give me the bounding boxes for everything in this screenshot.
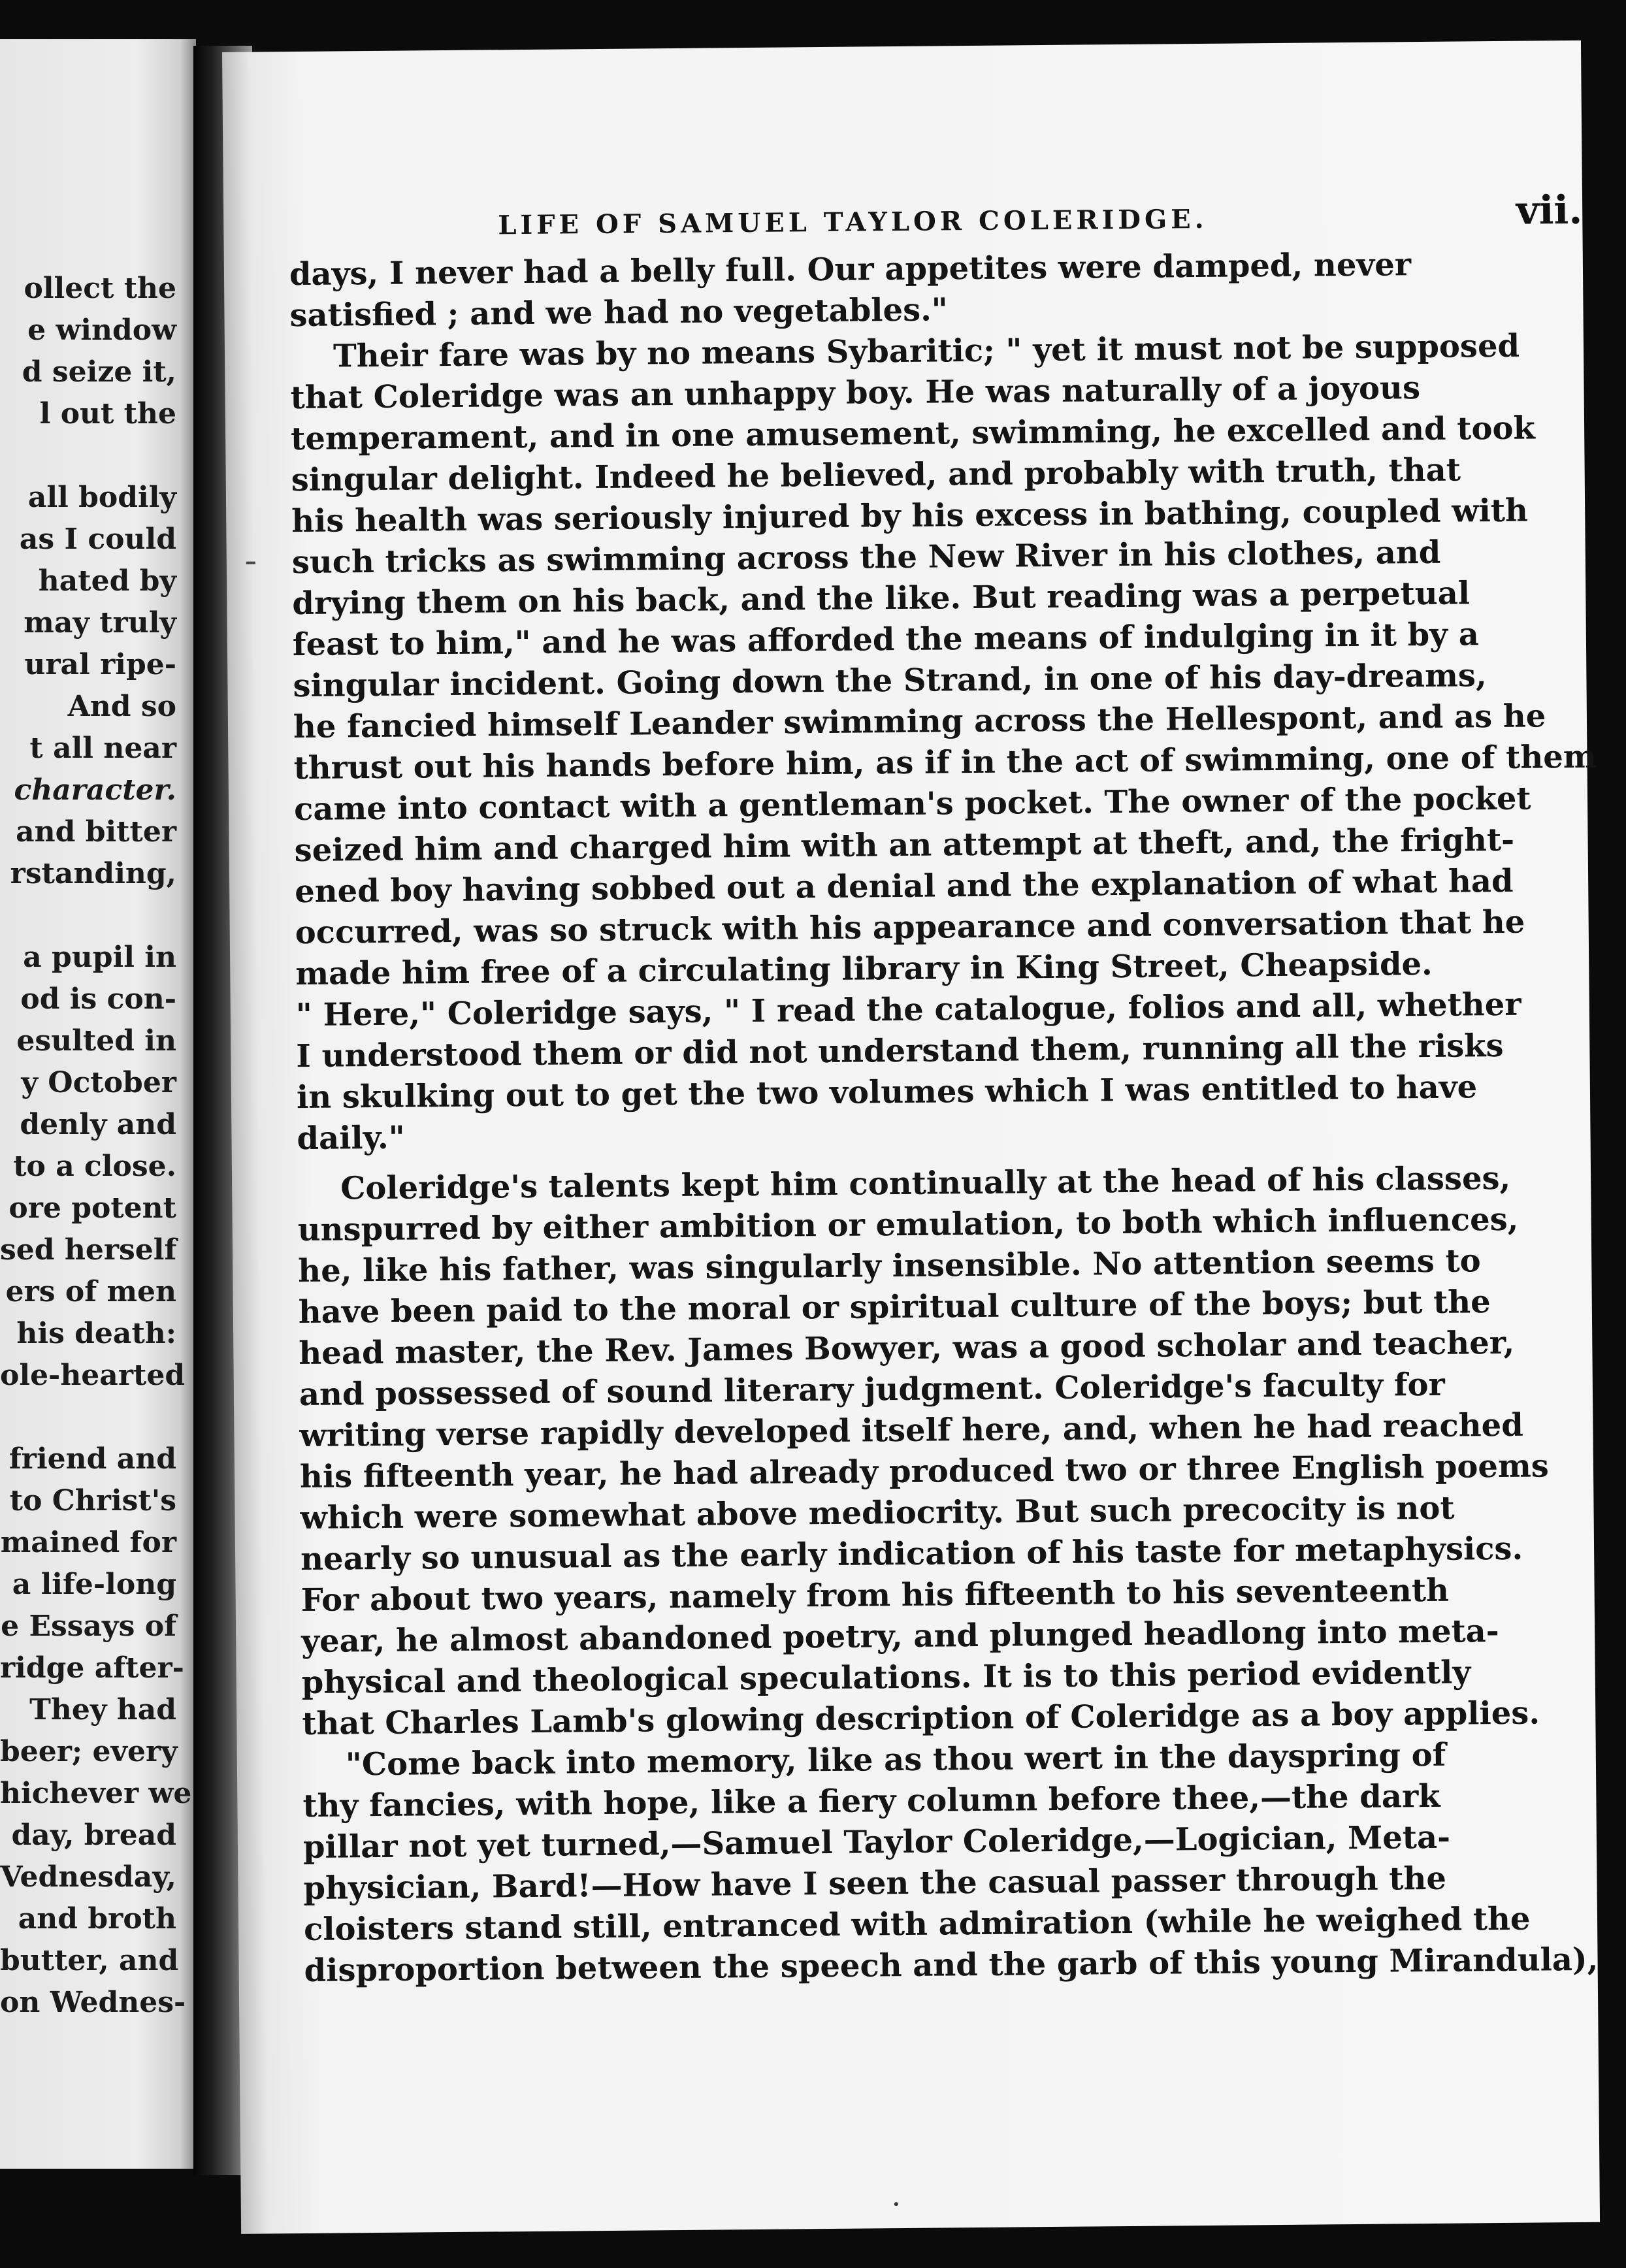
- left-page-line: character.: [14, 773, 176, 807]
- left-page-line: hated by: [38, 564, 176, 598]
- text-line: temperament, and in one amusement, swimming, he excelled and took: [290, 410, 1535, 458]
- left-page-line: e window: [27, 314, 176, 347]
- text-line: disproportion between the speech and the garb of this young Mirandula),: [304, 1941, 1599, 1990]
- right-page: [222, 40, 1600, 2234]
- left-page-line: d seize it,: [22, 355, 176, 389]
- page-header: [498, 187, 1609, 255]
- text-line: year, he almost abandoned poetry, and plunged headlong into meta-: [301, 1613, 1499, 1660]
- left-page-line: l out the: [39, 397, 176, 430]
- left-page-line: Vednesday,: [0, 1860, 176, 1894]
- text-line: ened boy having sobbed out a denial and the explanation of what had: [294, 862, 1514, 911]
- left-page-line: his death:: [16, 1317, 176, 1350]
- left-page-line: And so: [67, 690, 176, 723]
- text-line: physician, Bard!—How have I seen the casual passer through the: [303, 1860, 1447, 1907]
- text-line: thrust out his hands before him, as if in the act of swimming, one of them: [293, 738, 1597, 787]
- paragraph-3: [297, 1159, 1549, 1745]
- text-line: that Charles Lamb's glowing description of Coleridge as a boy applies.: [302, 1694, 1540, 1743]
- text-line: such tricks as swimming across the New River in his clothes, and: [291, 534, 1441, 581]
- left-page-line: ore potent: [8, 1191, 176, 1225]
- margin-mark: [246, 562, 255, 564]
- text-line: drying them on his back, and the like. But reading was a perpetual: [292, 575, 1471, 623]
- left-page-line: ers of men: [5, 1275, 176, 1308]
- text-line: physical and theological speculations. It is to this period evidently: [301, 1654, 1471, 1702]
- left-page-line: a life-long: [12, 1568, 176, 1601]
- text-line: he, like his father, was singularly insensible. No attention seems to: [298, 1242, 1481, 1290]
- text-line: Coleridge's talents kept him continually at the head of his classes,: [340, 1159, 1511, 1207]
- page-number: vii.: [1516, 187, 1583, 234]
- text-line: head master, the Rev. James Bowyer, was a good scholar and teacher,: [299, 1324, 1515, 1372]
- left-page-line: on Wednes-: [0, 1986, 186, 2019]
- left-page-line: ole-hearted: [0, 1359, 186, 1392]
- left-page-line: all bodily: [27, 481, 176, 514]
- text-line: singular delight. Indeed he believed, and probably with truth, that: [291, 451, 1461, 499]
- left-page-line: may truly: [24, 606, 176, 640]
- text-line: made him free of a circulating library in King Street, Cheapside.: [295, 945, 1433, 993]
- left-page-line: ridge after-: [0, 1651, 184, 1685]
- left-page-gap: [0, 895, 176, 937]
- left-page-line: and bitter: [16, 815, 176, 849]
- text-line: cloisters stand still, entranced with admiration (while he weighed the: [303, 1900, 1531, 1949]
- text-line: For about two years, namely from his fifteenth to his seventeenth: [301, 1572, 1450, 1619]
- text-line: Their fare was by no means Sybaritic; " yet it must not be supposed: [333, 327, 1520, 375]
- left-page-gap: [0, 435, 176, 477]
- left-page-line: sed herself: [0, 1233, 177, 1267]
- text-line: " Here," Coleridge says, " I read the catalogue, folios and all, whether: [295, 986, 1521, 1034]
- text-line: writing verse rapidly developed itself here, and, when he had reached: [299, 1406, 1524, 1455]
- paragraph-1: [289, 245, 1412, 336]
- left-page-line: day, bread: [11, 1819, 176, 1852]
- left-page-line: ural ripe-: [24, 648, 176, 681]
- text-line: nearly so unusual as the early indication of his taste for metaphysics.: [300, 1530, 1523, 1578]
- left-page-line: esulted in: [16, 1024, 176, 1058]
- left-page-line: friend and: [8, 1442, 176, 1476]
- left-page-line: a pupil in: [23, 941, 176, 974]
- text-line: which were somewhat above mediocrity. But such precocity is not: [300, 1489, 1455, 1537]
- left-facing-page: [0, 39, 196, 2169]
- left-page-line: y October: [21, 1066, 176, 1099]
- text-line: daily.": [297, 1119, 405, 1158]
- left-page-text: [0, 268, 192, 2024]
- left-page-line: rstanding,: [10, 857, 176, 890]
- text-line: and possessed of sound literary judgment. Coleridge's faculty for: [299, 1366, 1446, 1414]
- left-page-line: to Christ's: [9, 1484, 176, 1517]
- left-page-line: as I could: [19, 523, 176, 556]
- text-line: in skulking out to get the two volumes which I was entitled to have: [296, 1069, 1478, 1116]
- text-line: seized him and charged him with an attempt at theft, and, the fright-: [294, 821, 1515, 869]
- left-page-line: t all near: [29, 732, 176, 765]
- left-page-line: ollect the: [24, 272, 176, 305]
- left-page-line: to a close.: [13, 1150, 176, 1183]
- text-line: occurred, was so struck with his appearance and conversation that he: [295, 903, 1525, 952]
- page-speck: [894, 2202, 898, 2206]
- text-line: that Coleridge was an unhappy boy. He was naturally of a joyous: [290, 370, 1421, 417]
- text-line: he fancied himself Leander swimming across the Hellespont, and as he: [293, 698, 1546, 746]
- left-page-line: butter, and: [0, 1944, 179, 1977]
- left-page-line: denly and: [20, 1108, 176, 1141]
- left-page-line: mained for: [0, 1526, 176, 1559]
- text-line: satisfied ; and we had no vegetables.": [289, 291, 949, 334]
- text-line: "Come back into memory, like as thou wert in the dayspring of: [345, 1736, 1446, 1783]
- left-page-line: e Essays of: [1, 1610, 176, 1643]
- text-line: feast to him," and he was afforded the means of indulging in it by a: [292, 616, 1480, 664]
- left-page-line: hichever we: [0, 1777, 192, 1810]
- text-line: days, I never had a belly full. Our appetites were damped, never: [289, 246, 1412, 293]
- left-page-gap: [0, 1397, 176, 1438]
- text-line: thy fancies, with hope, like a fiery column before thee,—the dark: [302, 1777, 1440, 1825]
- text-line: his fifteenth year, he had already produced two or three English poems: [299, 1448, 1549, 1496]
- running-title: LIFE OF SAMUEL TAYLOR COLERIDGE.: [498, 203, 1208, 241]
- text-line: singular incident. Going down the Strand, in one of his day-dreams,: [293, 657, 1487, 705]
- text-line: I understood them or did not understand them, running all the risks: [296, 1027, 1504, 1075]
- left-page-line: They had: [29, 1693, 176, 1726]
- text-line: came into contact with a gentleman's pocket. The owner of the pocket: [293, 780, 1531, 828]
- left-page-line: and broth: [18, 1902, 176, 1936]
- text-line: pillar not yet turned,—Samuel Taylor Coleridge,—Logician, Meta-: [302, 1819, 1451, 1866]
- left-page-line: beer; every: [0, 1735, 178, 1768]
- paragraph-4: [302, 1736, 1599, 1992]
- text-line: unspurred by either ambition or emulation, to both which influences,: [297, 1201, 1519, 1249]
- text-line: have been paid to the moral or spiritual culture of the boys; but the: [298, 1284, 1491, 1331]
- left-page-line: od is con-: [20, 982, 176, 1016]
- paragraph-2: [290, 327, 1597, 1159]
- body-text: [289, 245, 1599, 1992]
- text-line: his health was seriously injured by his excess in bathing, coupled with: [291, 492, 1529, 540]
